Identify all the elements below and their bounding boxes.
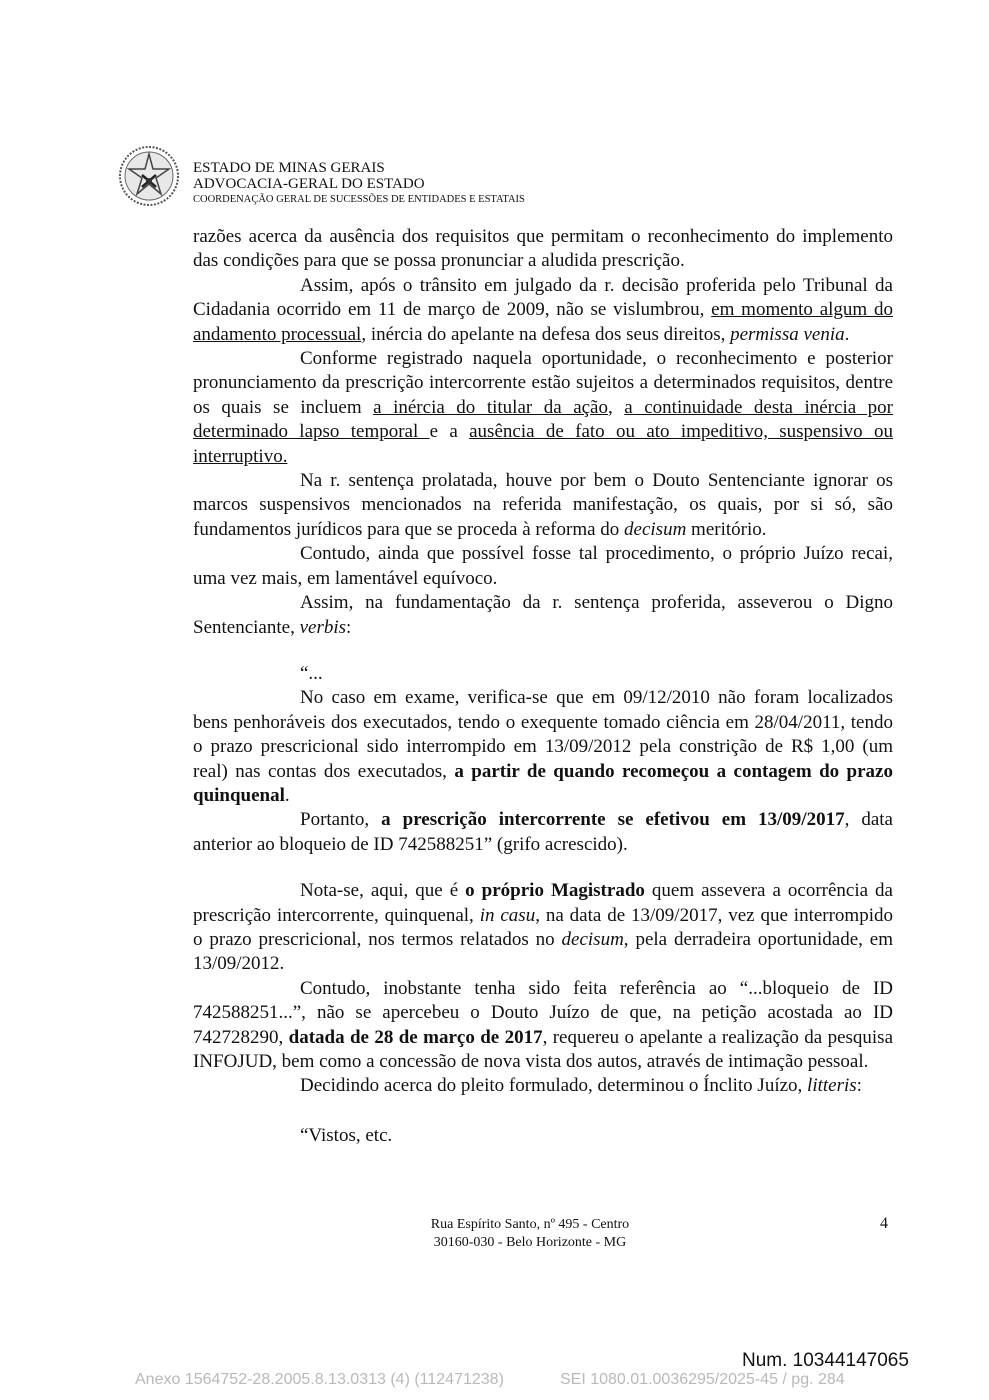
paragraph (193, 1124, 893, 1148)
paragraph (193, 879, 893, 977)
text-run: : (346, 616, 352, 638)
text-run: Nota-se, aqui, que é (300, 880, 466, 902)
text-run: permissa venia (730, 323, 845, 345)
text-run: Contudo, inobstante tenha sido feita referência ao “...bloqueio de ID 742588251...”, não se apercebeu o Douto Juízo de que, na petição acostada ao ID 742728290, (193, 977, 893, 1048)
letterhead (193, 160, 525, 208)
header-agency: ADVOCACIA-GERAL DO ESTADO (193, 176, 425, 192)
text-run: . (284, 784, 290, 806)
text-run: , pela derradeira oportunidade, em 13/09/2012. (193, 928, 893, 975)
footer-address-line1: Rua Espírito Santo, nº 495 - Centro (430, 1217, 630, 1232)
text-run: , requereu o apelante a realização da pesquisa INFOJUD, bem como a concessão de nova vista dos autos, através de intimação pessoal. (193, 1026, 894, 1072)
paragraph (193, 977, 893, 1075)
paragraph (193, 347, 893, 469)
text-run: in casu (479, 904, 536, 926)
text-run: razões acerca da ausência dos requisitos que permitam o reconhecimento do implemento das condições para que se possa pronunciar a aludida prescrição. (193, 226, 893, 272)
header-department: COORDENAÇÃO GERAL DE SUCESSÕES DE ENTIDADES E ESTATAIS (193, 194, 525, 205)
text-run: , (608, 396, 625, 418)
state-seal-logo (118, 145, 180, 207)
text-run: : (856, 1075, 862, 1097)
text-run: Portanto, (300, 809, 382, 831)
text-run: , na data de 13/09/2017, vez que interrompido o prazo prescricional, nos termos relatados no (193, 904, 893, 950)
header-state: ESTADO DE MINAS GERAIS (193, 160, 385, 176)
text-run: decisum (624, 518, 687, 540)
text-run: a partir de quando recomeçou a contagem do prazo quinquenal (193, 760, 893, 806)
paragraph (193, 1074, 893, 1098)
text-run: em momento algum do andamento processual (193, 299, 893, 345)
document-number: Num. 10344147065 (742, 1350, 909, 1371)
text-run: Assim, após o trânsito em julgado da r. decisão proferida pelo Tribunal da Cidadania ocorrido em 11 de março de 2009, não se vislumbrou, (193, 274, 893, 321)
text-run: meritório. (686, 518, 767, 540)
text-run: datada de 28 de março de 2017 (288, 1026, 543, 1048)
footer-address-line2: 30160-030 - Belo Horizonte - MG (433, 1235, 627, 1250)
paragraph (193, 808, 893, 857)
text-run: “Vistos, etc. (300, 1124, 393, 1146)
text-run: Na r. sentença prolatada, houve por bem o Douto Sentenciante ignorar os marcos suspensivos mencionados na referida manifestação, os quais, por si só, são fundamentos jurídicos para que se proceda à reforma do (193, 470, 893, 540)
text-run: e a (429, 421, 470, 443)
text-run: , inércia do apelante na defesa dos seus direitos, (361, 323, 731, 345)
text-run: No caso em exame, verifica-se que em 09/12/2010 não foram localizados bens penhoráveis dos executados, tendo o exequente tomado ciência em 28/04/2011, tendo o prazo prescricional sido interrompido em 13/09/2012 pela constrição de R$ 1,00 (um real) nas contas dos executados, (193, 687, 893, 782)
page-number: 4 (880, 1215, 888, 1232)
footer-address (380, 1216, 680, 1252)
text-run: Decidindo acerca do pleito formulado, determinou o Ínclito Juízo, (300, 1075, 808, 1097)
document-body (193, 225, 893, 1148)
text-run: Assim, na fundamentação da r. sentença proferida, asseverou o Digno Sentenciante, (193, 592, 893, 638)
paragraph (193, 686, 893, 808)
text-run: litteris (807, 1075, 857, 1097)
paragraph (193, 542, 893, 591)
text-run: a prescrição intercorrente se efetivou em 13/09/2017 (381, 809, 845, 831)
annex-reference: Anexo 1564752-28.2005.8.13.0313 (4) (112471238) (135, 1371, 504, 1388)
text-run: Conforme registrado naquela oportunidade, o reconhecimento e posterior pronunciamento da prescrição intercorrente estão sujeitos a determinados requisitos, dentre os quais se incluem (193, 348, 893, 418)
paragraph (193, 225, 893, 274)
paragraph (193, 274, 893, 347)
text-run: decisum (561, 928, 624, 950)
text-run: ausência de fato ou ato impeditivo, suspensivo ou interruptivo. (193, 421, 893, 467)
paragraph (193, 662, 893, 686)
text-run: Contudo, ainda que possível fosse tal procedimento, o próprio Juízo recai, uma vez mais, em lamentável equívoco. (193, 543, 893, 589)
text-run: o próprio Magistrado (465, 880, 645, 902)
text-run: , data anterior ao bloqueio de ID 742588251” (grifo acrescido). (193, 809, 893, 855)
text-run: . (844, 323, 850, 345)
text-run: a continuidade desta inércia por determinado lapso temporal (193, 396, 894, 443)
text-run: “... (300, 662, 323, 684)
paragraph (193, 591, 893, 640)
text-run: verbis (299, 616, 347, 638)
paragraph (193, 469, 893, 542)
sei-reference: SEI 1080.01.0036295/2025-45 / pg. 284 (560, 1371, 845, 1388)
text-run: quem assevera a ocorrência da prescrição intercorrente, quinquenal, (193, 880, 893, 926)
text-run: a inércia do titular da ação (373, 396, 608, 418)
